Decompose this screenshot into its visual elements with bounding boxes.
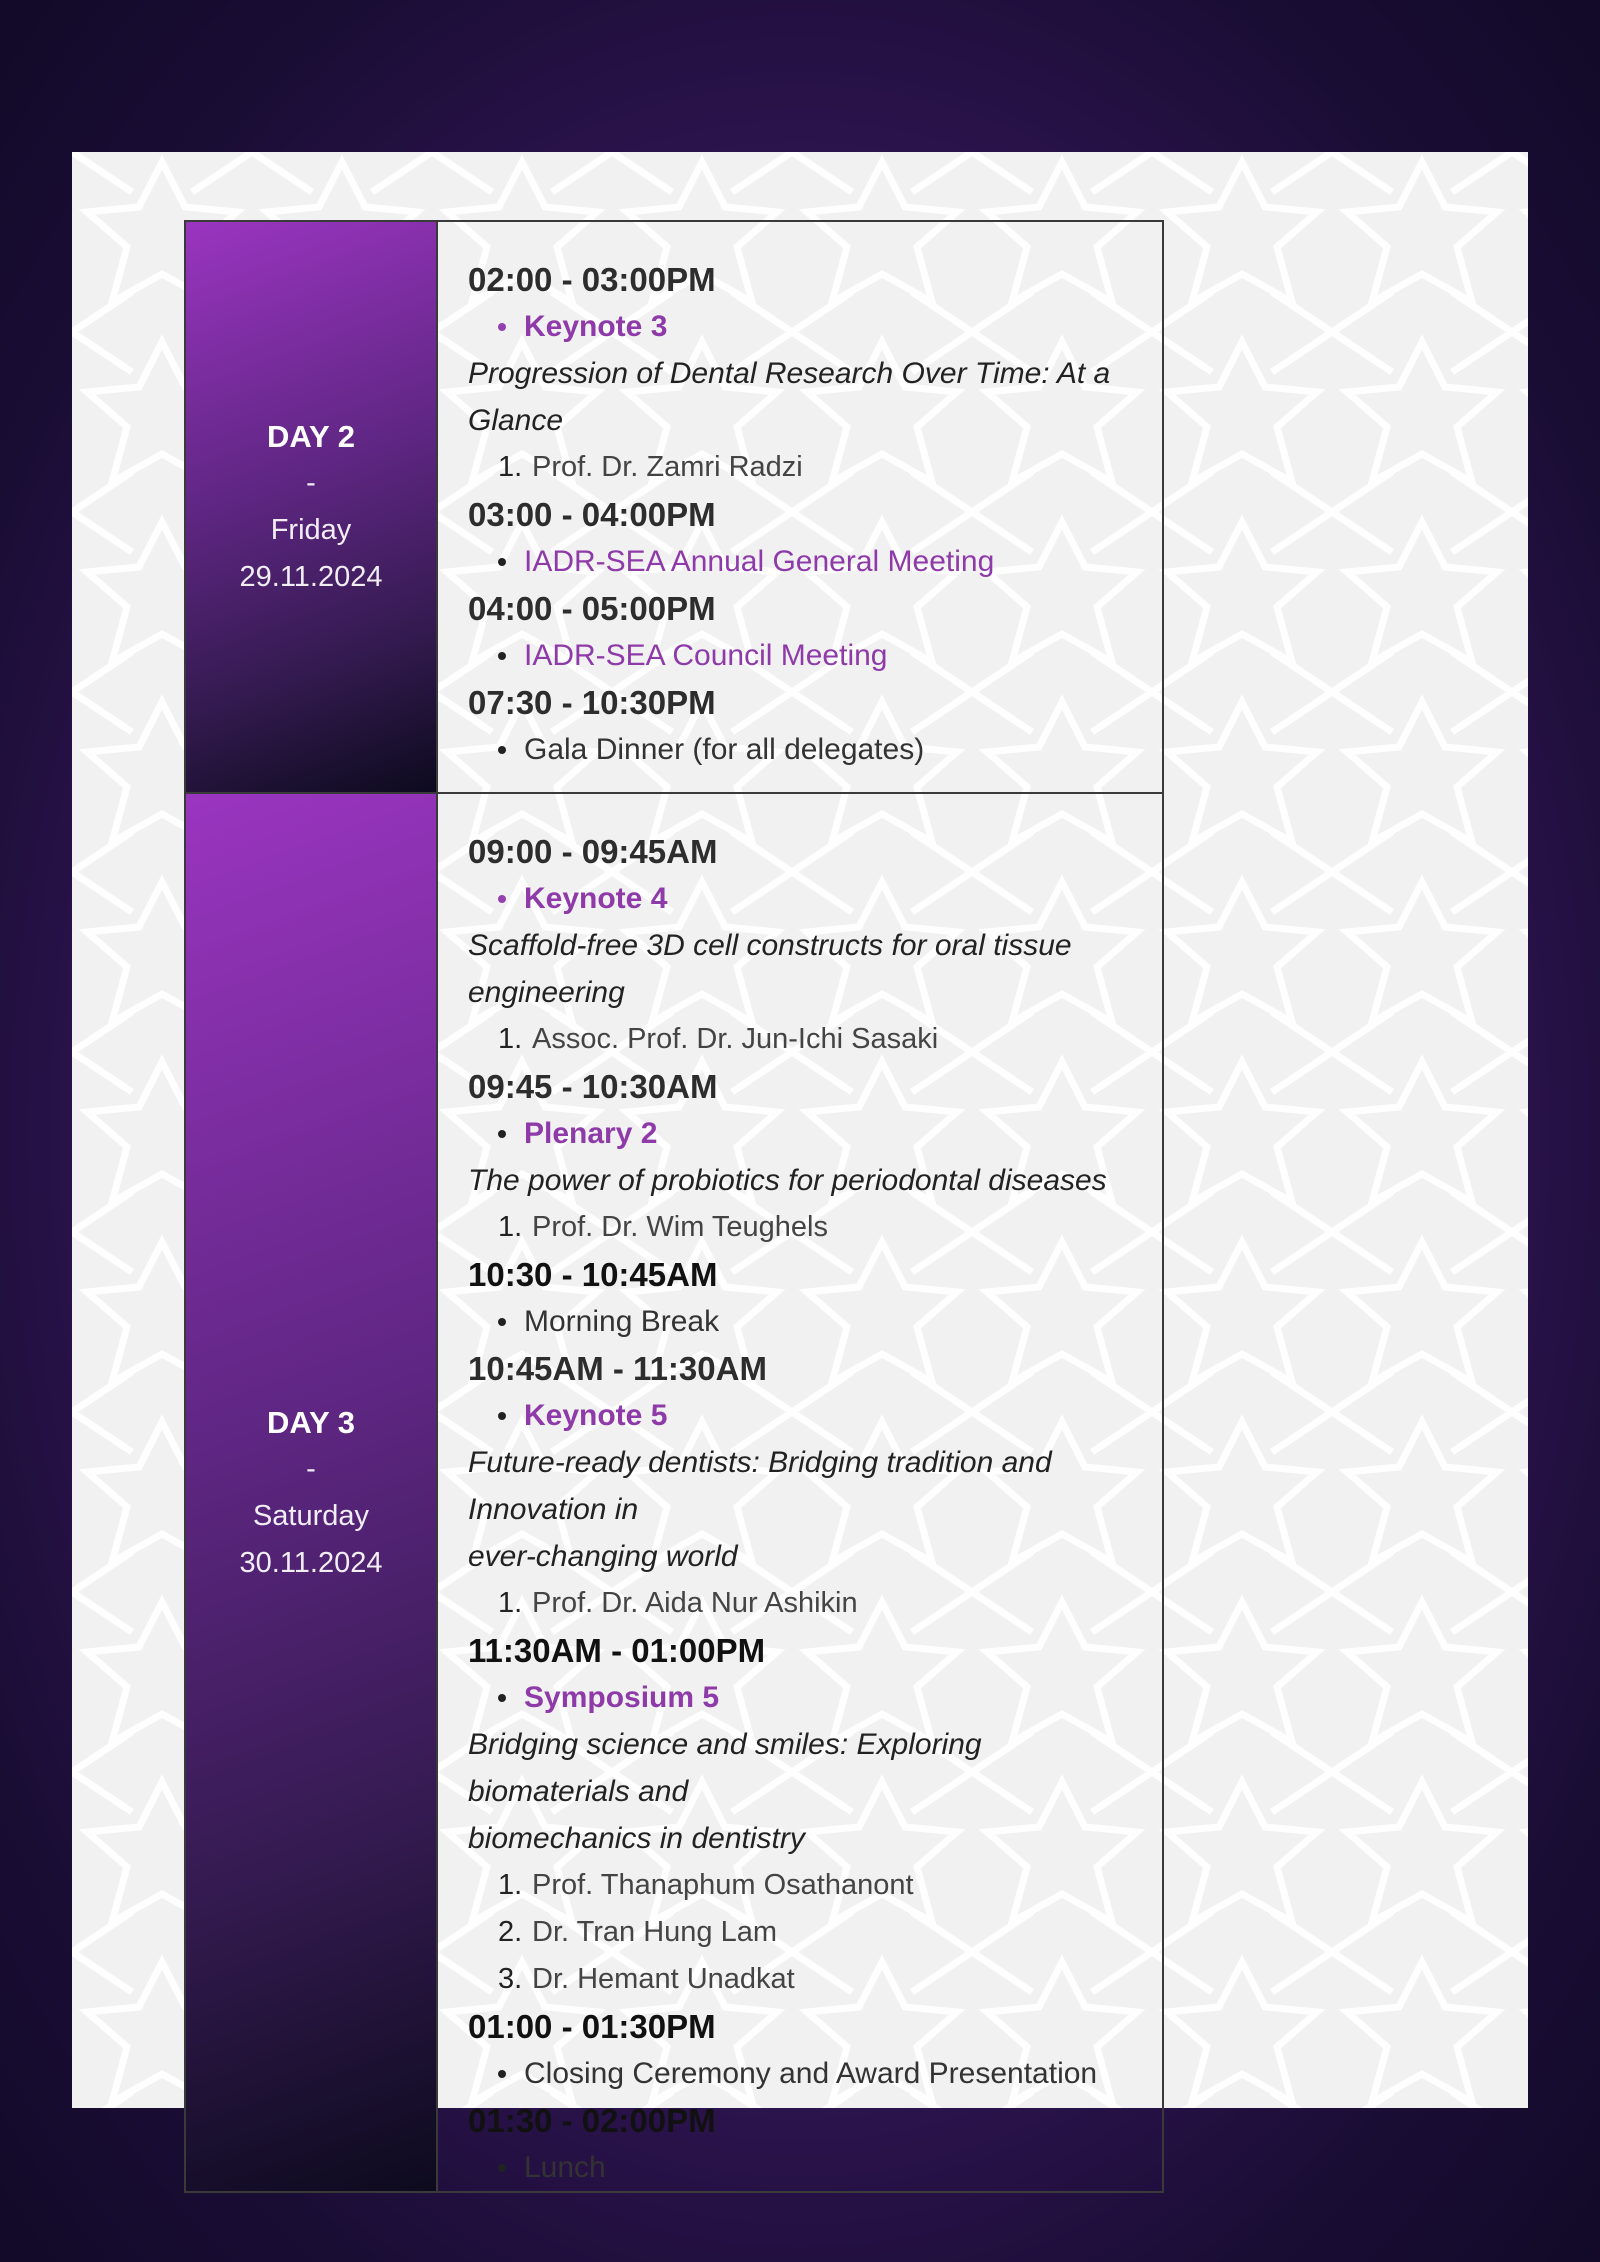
bullet-icon	[498, 746, 506, 754]
speaker-name: Prof. Dr. Zamri Radzi	[532, 451, 803, 483]
session-time: 02:00 - 03:00PM	[468, 261, 716, 298]
day-separator: -	[306, 467, 316, 499]
session-title: Lunch	[524, 2151, 606, 2184]
session-title-item	[468, 726, 1132, 773]
speaker-name: Prof. Dr. Aida Nur Ashikin	[532, 1587, 858, 1619]
speaker-number: 1.	[498, 1023, 523, 1055]
session-title: Morning Break	[524, 1305, 720, 1338]
session-time: 09:45 - 10:30AM	[468, 1068, 718, 1105]
session-title-item	[468, 875, 1132, 922]
session-time: 11:30AM - 01:00PM	[468, 1632, 766, 1669]
session-title: Plenary 2	[524, 1117, 658, 1150]
bullet-icon	[498, 1412, 506, 1420]
bullet-icon	[498, 895, 506, 903]
speaker-number: 1.	[498, 1869, 523, 1901]
session-title-item	[468, 1298, 1132, 1345]
session-time: 01:00 - 01:30PM	[468, 2008, 716, 2045]
speaker-item	[468, 1862, 1132, 1909]
session-title: IADR-SEA Council Meeting	[524, 639, 888, 672]
speaker-name: Dr. Hemant Unadkat	[532, 1963, 795, 1995]
session-title-item	[468, 2050, 1132, 2097]
session-time: 07:30 - 10:30PM	[468, 684, 716, 721]
session-topic: Scaffold-free 3D cell constructs for oral tissue engineering	[468, 929, 1072, 1009]
day-row	[185, 793, 1163, 2192]
session-title-item	[468, 1110, 1132, 1157]
day-date: 29.11.2024	[239, 561, 383, 593]
day-weekday: Saturday	[252, 1499, 370, 1532]
day-label: DAY 2	[267, 419, 355, 454]
speaker-item	[468, 1909, 1132, 1956]
speaker-item	[468, 444, 1132, 491]
day-weekday: Friday	[270, 514, 352, 546]
speaker-item	[468, 1580, 1132, 1627]
bullet-icon	[498, 2070, 506, 2078]
bullet-icon	[498, 2164, 506, 2172]
session-topic-line: ever-changing world	[468, 1540, 738, 1573]
session-title-item	[468, 2144, 1132, 2191]
session-topic-line: biomechanics in dentistry	[468, 1822, 805, 1855]
session-title: IADR-SEA Annual General Meeting	[524, 545, 995, 578]
speaker-name: Prof. Thanaphum Osathanont	[532, 1869, 914, 1901]
speaker-name: Prof. Dr. Wim Teughels	[532, 1211, 829, 1243]
session-title-item	[468, 303, 1132, 350]
session-title: Symposium 5	[524, 1681, 720, 1714]
session-title-item	[468, 1392, 1132, 1439]
session-title: Keynote 3	[524, 310, 668, 343]
speaker-number: 1.	[498, 1211, 523, 1243]
day-header-cell	[185, 793, 437, 2192]
bullet-icon	[498, 558, 506, 566]
session-time: 10:30 - 10:45AM	[468, 1256, 718, 1293]
speaker-number: 3.	[498, 1963, 523, 1995]
session-time: 10:45AM - 11:30AM	[468, 1350, 767, 1387]
session-title: Gala Dinner (for all delegates)	[524, 733, 925, 766]
session-title-item	[468, 632, 1132, 679]
day-row	[185, 221, 1163, 793]
sessions-cell	[437, 793, 1163, 2192]
bullet-icon	[498, 1694, 506, 1702]
speaker-number: 2.	[498, 1916, 523, 1948]
speaker-item	[468, 1016, 1132, 1063]
speaker-item	[468, 1956, 1132, 2003]
speaker-number: 1.	[498, 451, 523, 483]
session-topic-line: Future-ready dentists: Bridging tradition and Innovation in	[468, 1446, 1052, 1526]
speaker-name: Assoc. Prof. Dr. Jun-Ichi Sasaki	[532, 1023, 939, 1055]
speaker-name: Dr. Tran Hung Lam	[532, 1916, 777, 1948]
session-title: Keynote 5	[524, 1399, 668, 1432]
schedule-card	[72, 152, 1528, 2184]
bullet-icon	[498, 1130, 506, 1138]
sessions-cell	[437, 221, 1163, 793]
session-title: Keynote 4	[524, 882, 668, 915]
session-title-item	[468, 538, 1132, 585]
session-title: Closing Ceremony and Award Presentation	[524, 2057, 1098, 2090]
session-topic: Progression of Dental Research Over Time: At a Glance	[468, 357, 1111, 437]
speaker-number: 1.	[498, 1587, 523, 1619]
session-title-item	[468, 1674, 1132, 1721]
session-topic: The power of probiotics for periodontal diseases	[468, 1164, 1107, 1197]
day-separator: -	[306, 1452, 316, 1485]
bullet-icon	[498, 652, 506, 660]
session-time: 01:30 - 02:00PM	[468, 2102, 716, 2139]
day-label: DAY 3	[267, 1404, 355, 1440]
day-header-cell	[185, 221, 437, 793]
session-topic-line: Bridging science and smiles: Exploring biomaterials and	[468, 1728, 982, 1808]
bullet-icon	[498, 323, 506, 331]
schedule-table	[184, 220, 1164, 2193]
session-time: 09:00 - 09:45AM	[468, 833, 718, 870]
speaker-item	[468, 1204, 1132, 1251]
session-time: 03:00 - 04:00PM	[468, 496, 716, 533]
day-date: 30.11.2024	[239, 1546, 383, 1579]
session-time: 04:00 - 05:00PM	[468, 590, 716, 627]
bullet-icon	[498, 1318, 506, 1326]
